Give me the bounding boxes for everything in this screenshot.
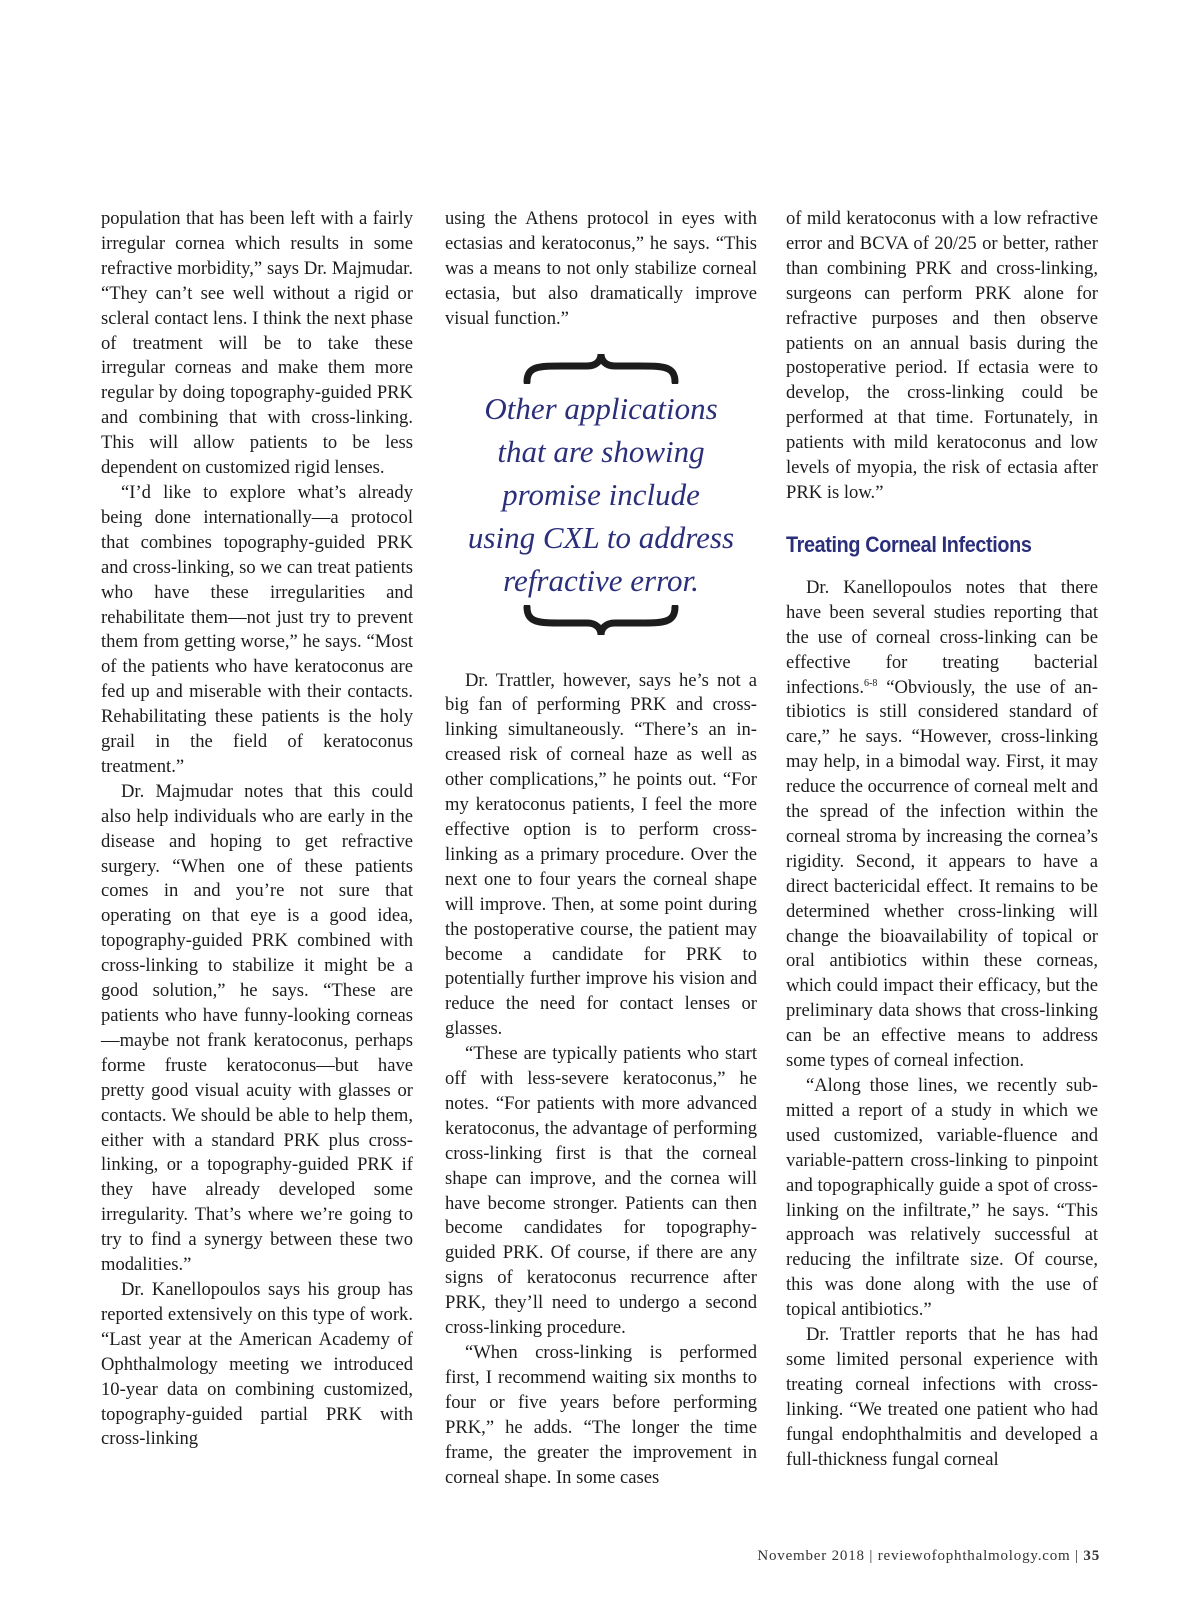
- paragraph-text: “Obviously, the use of antibiotics is still considered standard of care,” he says. “However, cross-linking may help, in a bimodal way. First, it may reduce the occurrence of corneal melt and the spread of the infection within the corneal stroma by increasing the cornea’s rigidity. Second, it appears to have a direct bactericidal effect. It remains to be determined whether cross-linking will change the bioavailability of topical or oral antibiotics within these corneas, which could impact their efficacy, but the preliminary data shows that cross-linking can be an effective means to address some types of corneal infection.: [786, 676, 1098, 1072]
- pull-quote-line: refractive error.: [503, 562, 699, 598]
- section-heading: Treating Corneal Infections: [786, 531, 1032, 557]
- top-brace-icon: [523, 352, 679, 384]
- body-paragraph: using the Athens protocol in eyes with ectasias and keratoconus,” he says. “This was a means to not only stabilize corneal ectasia, but also dramatically improve visual function.”: [445, 208, 757, 329]
- body-paragraph: “I’d like to explore what’s already being done internationally—a protocol that combines topography-guided PRK and cross-linking, so we can treat patients who have these irregularities and rehabilitate them—not just try to prevent them from getting worse,” he says. “Most of the patients who have keratoconus are fed up and miserable with their contacts. Rehabilitating these patients is the holy grail in the field of keratoconus treatment.”: [101, 481, 413, 777]
- page-number: 35: [1083, 1548, 1100, 1564]
- website-name: reviewofophthalmology.com: [877, 1548, 1071, 1564]
- citation-superscript: 6-8: [863, 677, 878, 689]
- body-paragraph: “When cross-linking is performed first, I recommend waiting six months to four or five years before performing PRK,” he adds. “The longer the time frame, the greater the improvement in corneal shape. In some cases: [445, 1342, 757, 1488]
- body-paragraph: [786, 576, 1098, 1074]
- paragraph-text: Dr. Kanellopoulos notes that there have been several studies reporting that the use of corneal cross-linking can be effective for treating bacterial infections.: [786, 576, 1098, 698]
- bottom-brace-icon: [523, 605, 679, 637]
- pull-quote-line: that are showing: [497, 433, 705, 469]
- column-2: [445, 207, 757, 1490]
- body-paragraph: of mild keratoconus with a low refractive error and BCVA of 20/25 or better, rather than combining PRK and cross-linking, surgeons can perform PRK alone for refractive purposes and then observe patients on an annual basis during the postoperative period. If ectasia were to develop, the cross-linking could be performed at that time. Fortunately, in patients with mild keratoconus and low levels of myopia, the risk of ectasia after PRK is low.”: [786, 208, 1098, 503]
- footer-separator: |: [869, 1548, 878, 1564]
- footer-separator: |: [1075, 1548, 1084, 1564]
- pull-quote-line: using CXL to address: [467, 519, 735, 555]
- body-paragraph: Dr. Trattler, however, says he’s not a big fan of performing PRK and cross-linking simultaneously. “There’s an increased risk of corneal haze as well as other complications,” he points out. “For my keratoconus patients, I feel the more effective option is to perform cross-linking as a primary procedure. Over the next one to four years the corneal shape will improve. Then, at some point during the postoperative course, the patient may become a candidate for PRK to potentially further improve his vision and reduce the need for contact lenses or glasses.: [445, 669, 757, 1040]
- pull-quote: [445, 352, 757, 637]
- body-paragraph: Dr. Kanellopoulos says his group has reported extensively on this type of work. “Last year at the American Academy of Ophthalmology meeting we introduced 10-year data on combining customized, topography-guided partial PRK with cross-linking: [101, 1278, 413, 1450]
- body-paragraph: Dr. Trattler reports that he has had some limited personal experience with treating corneal infections with cross-linking. “We treated one patient who had fungal endophthalmitis and developed a full-thickness fungal corneal: [786, 1324, 1098, 1470]
- body-paragraph: “Along those lines, we recently submitted a report of a study in which we used customized, variable-fluence and variable-pattern cross-linking to pinpoint and topographically guide a spot of cross-linking on the infiltrate,” he says. “This approach was relatively successful at reducing the infiltrate size. Of course, this was done along with the use of topical antibiotics.”: [786, 1075, 1098, 1321]
- body-paragraph: “These are typically patients who start off with less-severe keratoconus,” he notes. “For patients with more advanced keratoconus, the advantage of performing cross-linking first is that the corneal shape can improve, and the cornea will have become stronger. Patients can then become candidates for topography-guided PRK. Of course, if there are any signs of keratoconus recurrence after PRK, they’ll need to undergo a second cross-linking procedure.: [445, 1043, 757, 1339]
- column-3: [786, 207, 1098, 1473]
- body-paragraph: population that has been left with a fairly irregular cornea which results in some refractive morbidity,” says Dr. Majmudar. “They can’t see well without a rigid or scleral contact lens. I think the next phase of treatment will be to take these irregular corneas and make them more regular by doing topography-guided PRK and combining that with cross-linking. This will allow patients to be less dependent on customized rigid lenses.: [101, 208, 413, 479]
- pull-quote-line: Other applications: [484, 390, 718, 426]
- page-footer: [600, 1548, 1100, 1565]
- pull-quote-line: promise include: [502, 476, 700, 512]
- column-1: [101, 207, 413, 1452]
- issue-date: November 2018: [757, 1548, 865, 1564]
- body-paragraph: Dr. Majmudar notes that this could also help individuals who are early in the disease and hoping to get refractive surgery. “When one of these patients comes in and you’re not sure that operating on that eye is a good idea, topography-guided PRK combined with cross-linking to stabilize it might be a good solution,” he says. “These are patients who have funny-looking corneas—maybe not frank keratoconus, perhaps forme fruste keratoconus—but have pretty good visual acuity with glasses or contacts. We should be able to help them, either with a standard PRK plus cross-linking, or a topography-guided PRK if they have already developed some irregularity. That’s where we’re going to try to find a synergy between these two modalities.”: [101, 780, 413, 1276]
